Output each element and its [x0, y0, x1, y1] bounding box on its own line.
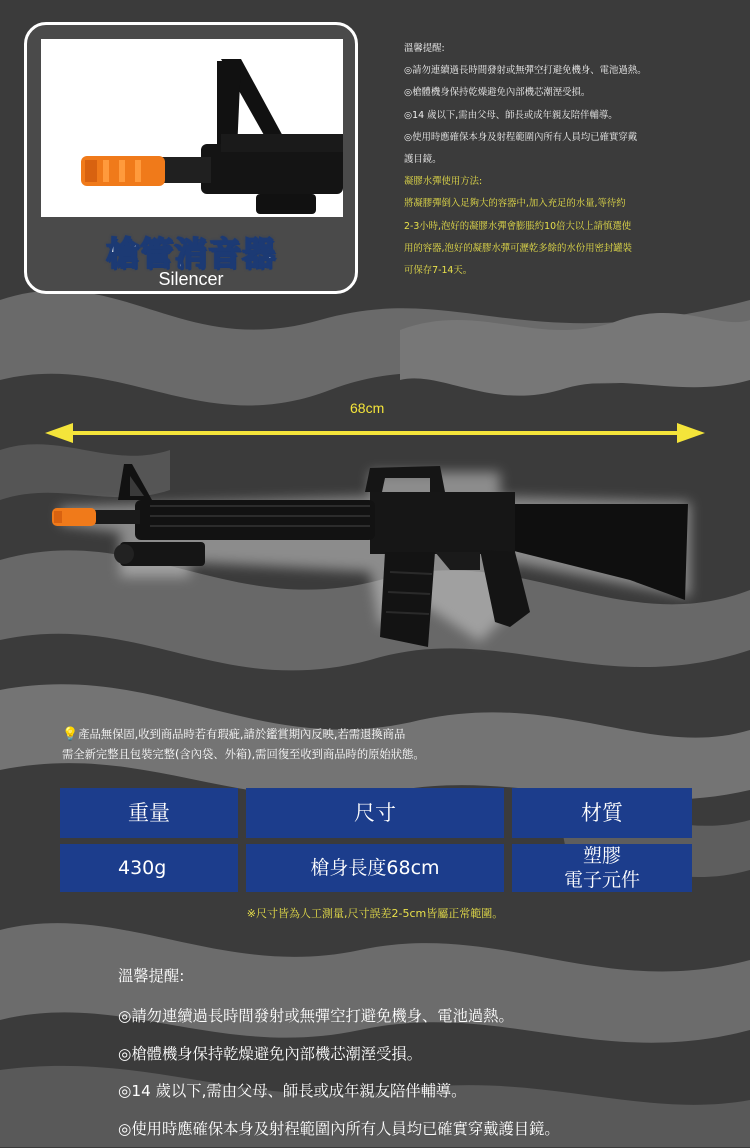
- notice-bottom-item: ◎14 歲以下,需由父母、師長或成年親友陪伴輔導。: [118, 1073, 718, 1111]
- notice-top-item: ◎請勿連續過長時間發射或無彈空打避免機身、電池過熱。: [404, 60, 734, 82]
- return-policy-line: 需全新完整且包裝完整(含內袋、外箱),需回復至收到商品時的原始狀態。: [62, 745, 425, 765]
- notice-top-heading: 溫馨提醒:: [404, 38, 734, 60]
- spec-size-value: 槍身長度68cm: [246, 844, 504, 892]
- inset-subtitle: Silencer: [27, 269, 355, 290]
- spec-header-weight: 重量: [60, 788, 238, 838]
- spec-material-value: [512, 844, 692, 892]
- notice-bottom-item: ◎請勿連續過長時間發射或無彈空打避免機身、電池過熱。: [118, 998, 718, 1036]
- return-policy-line: 產品無保固,收到商品時若有瑕疵,請於鑑賞期內反映,若需退換商品: [78, 728, 405, 741]
- usage-heading: 凝膠水彈使用方法:: [404, 171, 734, 193]
- usage-line: 可保存7-14天。: [404, 260, 734, 282]
- spec-header-material: 材質: [512, 788, 692, 838]
- notice-bottom-item: ◎槍體機身保持乾燥避免內部機芯潮溼受損。: [118, 1036, 718, 1074]
- silencer-inset-card: [24, 22, 358, 294]
- spec-header-size: 尺寸: [246, 788, 504, 838]
- lightbulb-icon: 💡: [62, 727, 78, 742]
- usage-line: 2-3小時,泡好的凝膠水彈會膨脹約10倍大以上請慎選使: [404, 216, 734, 238]
- spec-material-line: 塑膠: [583, 844, 621, 868]
- silencer-closeup-image: [41, 39, 343, 217]
- length-arrow: [45, 422, 705, 444]
- notice-top: [404, 38, 734, 282]
- notice-top-item: ◎槍體機身保持乾燥避免內部機芯潮溼受損。: [404, 82, 734, 104]
- notice-bottom-item: ◎使用時應確保本身及射程範圍內所有人員均已確實穿戴護目鏡。: [118, 1111, 718, 1148]
- notice-bottom: [118, 966, 718, 1148]
- length-label: 68cm: [350, 400, 384, 416]
- rifle-image: [40, 452, 720, 662]
- usage-line: 用的容器,泡好的凝膠水彈可瀝乾多餘的水份用密封罐裝: [404, 238, 734, 260]
- inset-title: 槍管消音器: [27, 228, 355, 275]
- spec-weight-value: 430g: [60, 844, 238, 892]
- notice-top-item: ◎14 歲以下,需由父母、師長或成年親友陪伴輔導。: [404, 105, 734, 127]
- usage-line: 將凝膠彈倒入足夠大的容器中,加入充足的水量,等待約: [404, 193, 734, 215]
- spec-table: [60, 788, 692, 892]
- return-policy-note: [62, 725, 425, 765]
- notice-top-item: ◎使用時應確保本身及射程範圍內所有人員均已確實穿戴: [404, 127, 734, 149]
- notice-bottom-heading: 溫馨提醒:: [118, 966, 718, 986]
- notice-top-item: 護目鏡。: [404, 149, 734, 171]
- measurement-note: ※尺寸皆為人工測量,尺寸誤差2-5cm皆屬正常範圍。: [0, 905, 750, 921]
- spec-material-line: 電子元件: [564, 868, 640, 892]
